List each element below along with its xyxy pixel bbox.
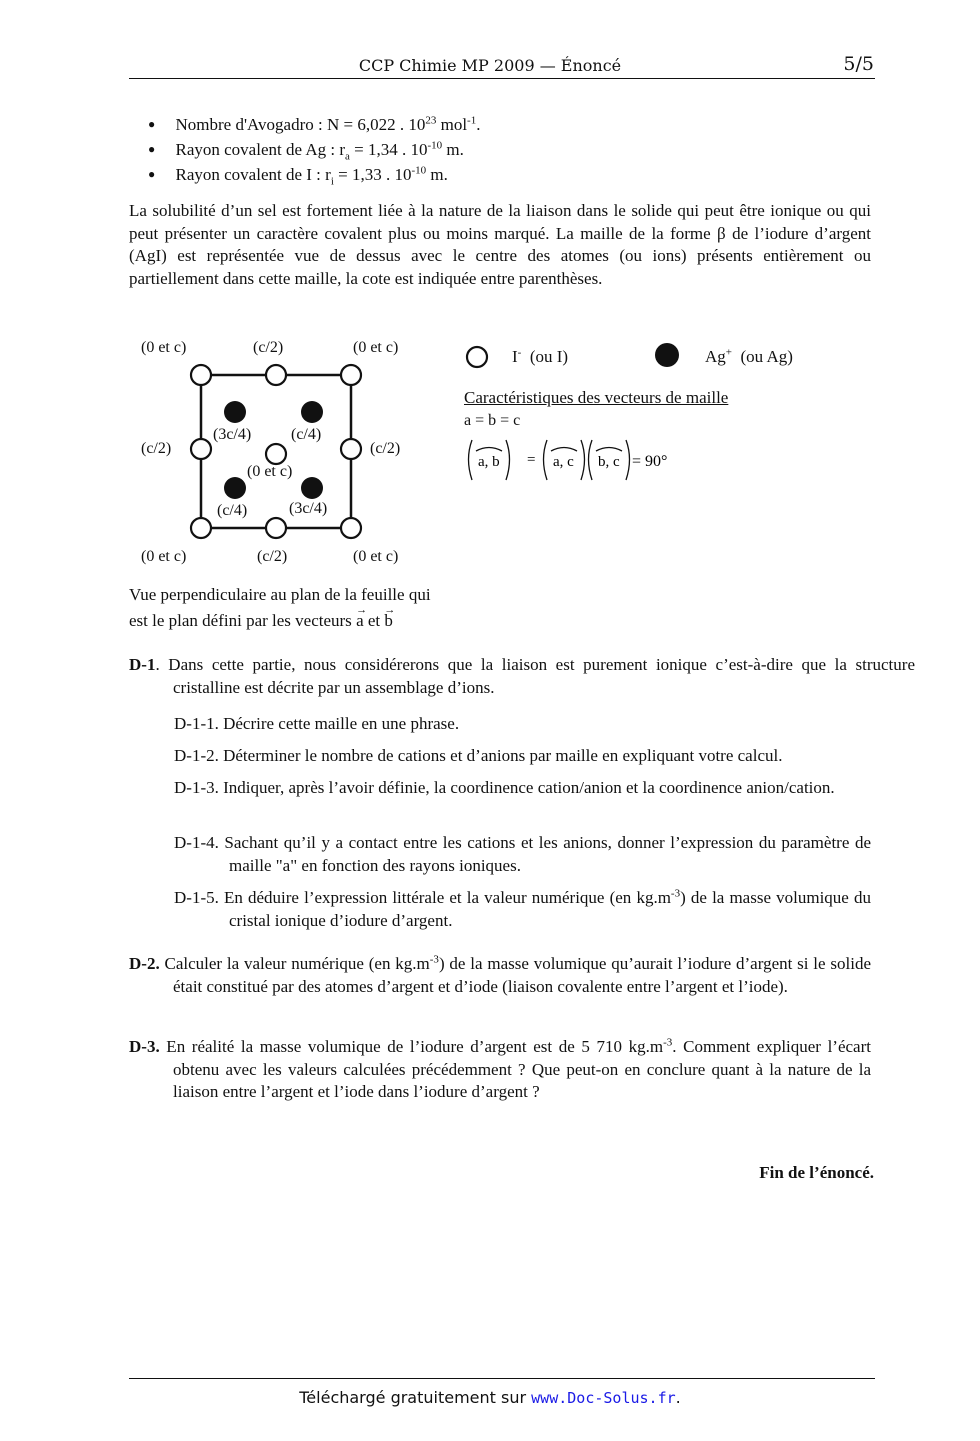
intro-paragraph: La solubilité d’un sel est fortement liée à la nature de la liaison dans le solide qui peut être ionique ou qui peut présenter un caractère covalent plus ou moins marqué. La maille de la forme β de l’iodure d’argent (AgI) est représentée vue de dessus avec le centre des atomes (ou ions) présents entièrement ou partiellement dans cette maille, la cote est indiquée entre parenthèses. [129,201,871,288]
silver-atom [224,477,246,499]
svg-text:=: = [527,452,536,468]
height-label: (c/4) [217,502,248,519]
vector-a: a → [356,608,364,634]
list-item: ● Rayon covalent de Ag : $r_a = 1,34$ . $10^{-10}$ m. [150,138,480,163]
silver-legend-icon [653,341,681,369]
angle-ab-label: a, b [478,454,500,470]
end-of-statement: Fin de l’énoncé. [759,1163,874,1182]
iodide-atom-edge [341,439,361,459]
angle-bc-label: b, c [598,454,620,470]
list-item: ● Rayon covalent de I : $r_i = 1,33$ . $10^{-10}$ m. [150,163,480,188]
question-d1-4: D-1-4. Sachant qu’il y a contact entre les cations et les anions, donner l’expression du paramètre de maille "a" en fonction des rayons ioniques. [174,833,871,875]
height-label: (0 et c) [141,339,187,356]
diagram-caption: Vue perpendiculaire au plan de la feuille qui est le plan défini par les vecteurs a → et b → [129,582,431,634]
angle-value: = 90° [632,453,668,470]
question-d1-3: D-1-3. Indiquer, après l’avoir définie, la coordinence cation/anion et la coordinence anion/cation. [174,778,835,797]
iodide-legend-label: I- (ou I) [512,346,569,366]
height-label: (c/2) [257,548,288,565]
silver-atom [224,401,246,423]
height-label: (3c/4) [213,426,252,443]
page-header-title: CCP Chimie MP 2009 — Énoncé [358,56,622,75]
list-item: ● Nombre d'Avogadro : N = 6,022 . $10^{23}$ mol$^{-1}$. [150,113,480,138]
iodide-atom-corner [341,365,361,385]
footer: Téléchargé gratuitement sur www.Doc-Solus.fr. [299,1388,681,1407]
question-d1-2: D-1-2. Déterminer le nombre de cations et d’anions par maille en expliquant votre calcul. [174,746,783,765]
iodide-atom-corner [191,365,211,385]
iodide-legend-icon [464,344,490,370]
cell-vectors-title: Caractéristiques des vecteurs de maille [464,388,729,407]
equal-lengths: a = b = c [464,412,521,429]
iodide-atom-center [266,444,286,464]
height-label: (0 et c) [141,548,187,565]
silver-legend-label: Ag+ (ou Ag) [705,346,793,366]
footer-link[interactable]: www.Doc-Solus.fr [531,1389,676,1407]
silver-atom [301,401,323,423]
height-label: (0 et c) [247,463,293,480]
question-d3: D-3. En réalité la masse volumique de l’iodure d’argent est de 5 710 $kg.m^{-3}$. Comment expliquer l’écart obtenu avec les valeurs calculées précédemment ? Que peut-on en conclure quant à la nature de la liaison entre l’argent et l’iode dans l’iodure d’argent ? [129,1036,871,1101]
height-label: (c/2) [253,339,284,356]
question-d1: D-1. Dans cette partie, nous considérerons que la liaison est purement ionique c’est-à-dire que la structure cristalline est décrite par un assemblage d’ions. [129,655,915,697]
iodide-atom-edge [266,365,286,385]
unit-cell-diagram [180,360,370,540]
constants-list [150,113,480,188]
question-d1-5: D-1-5. En déduire l’expression littérale et la valeur numérique (en $kg.m^{-3}$) de la masse volumique du cristal ionique d’iodure d’argent. [174,887,871,930]
question-d1-1: D-1-1. Décrire cette maille en une phrase. [174,714,460,733]
footer-rule [129,1378,875,1379]
angle-equation [464,434,694,486]
height-label: (c/2) [370,440,401,457]
height-label: (3c/4) [289,500,328,517]
height-label: (0 et c) [353,548,399,565]
iodide-atom-edge [191,439,211,459]
height-label: (0 et c) [353,339,399,356]
height-label: (c/2) [141,440,172,457]
silver-atom [301,477,323,499]
question-d2: D-2. Calculer la valeur numérique (en $kg.m^{-3}$) de la masse volumique qu’aurait l’iodure d’argent si le solide était constitué par des atomes d’argent et d’iode (liaison covalente entre l’argent et l’iode). [129,953,871,996]
page-number: 5/5 [843,53,874,75]
iodide-atom-edge [266,518,286,538]
angle-ac-label: a, c [553,454,574,470]
iodide-atom-corner [341,518,361,538]
vector-b: b → [384,608,393,634]
height-label: (c/4) [291,426,322,443]
header-rule [129,78,875,79]
iodide-atom-corner [191,518,211,538]
